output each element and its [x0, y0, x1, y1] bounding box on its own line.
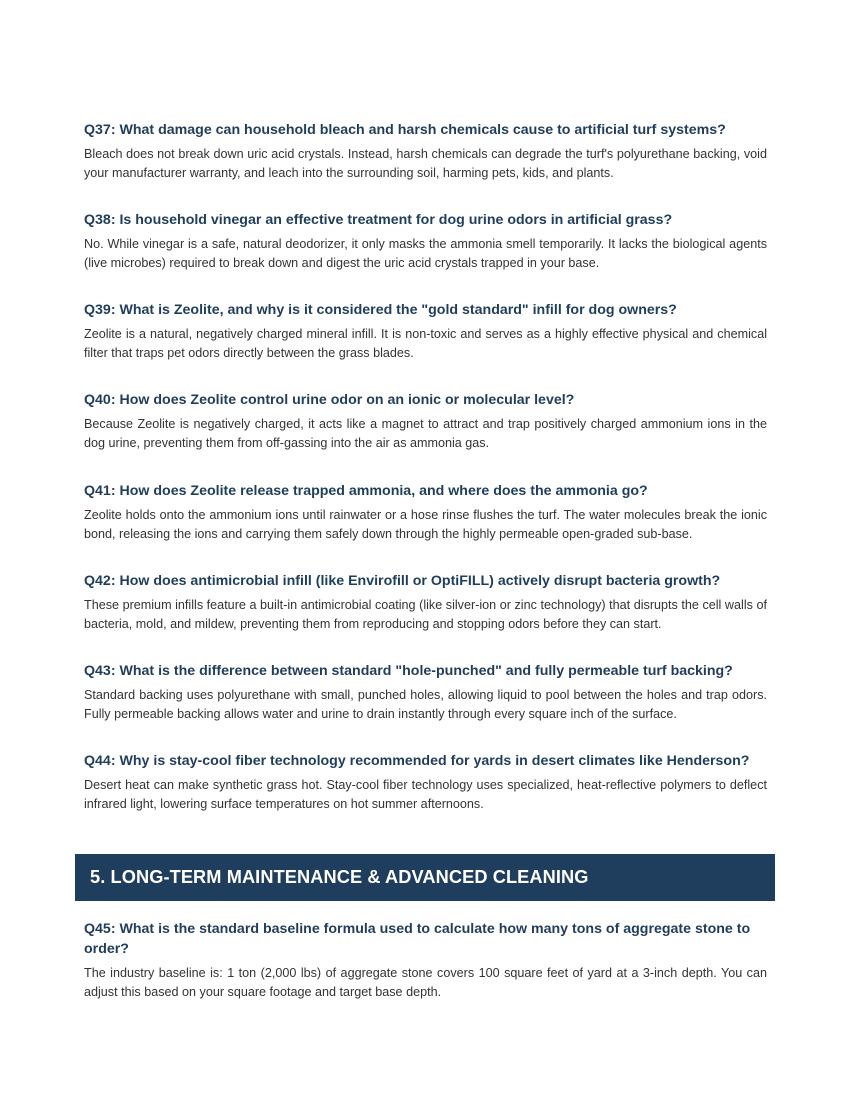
- faq-item-q41: [84, 481, 767, 544]
- faq-question: Q43: What is the difference between standard "hole-punched" and fully permeable turf backing?: [84, 663, 733, 679]
- faq-item-q40: [84, 390, 767, 453]
- faq-answer: Standard backing uses polyurethane with small, punched holes, allowing liquid to pool between the holes and trap odors. Fully permeable backing allows water and urine to drain instantly through every square inch of the surface.: [84, 688, 767, 721]
- faq-question: Q45: What is the standard baseline formula used to calculate how many tons of aggregate stone to order?: [84, 921, 751, 957]
- faq-answer: Zeolite holds onto the ammonium ions until rainwater or a hose rinse flushes the turf. The water molecules break the ionic bond, releasing the ions and carrying them safely down through the highly permeable open-graded sub-base.: [84, 508, 767, 541]
- faq-item-q45: [84, 919, 767, 1002]
- faq-item-q44: [84, 751, 767, 814]
- faq-answer: Desert heat can make synthetic grass hot. Stay-cool fiber technology uses specialized, heat-reflective polymers to deflect infrared light, lowering surface temperatures on hot summer afternoons.: [84, 778, 767, 811]
- section-title: 5. LONG-TERM MAINTENANCE & ADVANCED CLEANING: [90, 867, 589, 887]
- faq-question: Q44: Why is stay-cool fiber technology recommended for yards in desert climates like Henderson?: [84, 753, 750, 769]
- faq-answer: The industry baseline is: 1 ton (2,000 lbs) of aggregate stone covers 100 square feet of yard at a 3-inch depth. You can adjust this based on your square footage and target base depth.: [84, 966, 767, 999]
- faq-question: Q39: What is Zeolite, and why is it considered the "gold standard" infill for dog owners?: [84, 302, 677, 318]
- faq-question: Q40: How does Zeolite control urine odor on an ionic or molecular level?: [84, 392, 575, 408]
- faq-question: Q37: What damage can household bleach and harsh chemicals cause to artificial turf systems?: [84, 122, 726, 138]
- faq-item-q39: [84, 300, 767, 363]
- faq-answer: Bleach does not break down uric acid crystals. Instead, harsh chemicals can degrade the turf's polyurethane backing, void your manufacturer warranty, and leach into the surrounding soil, harming pets, kids, and plants.: [84, 147, 767, 180]
- faq-answer: No. While vinegar is a safe, natural deodorizer, it only masks the ammonia smell temporarily. It lacks the biological agents (live microbes) required to break down and digest the uric acid crystals trapped in your base.: [84, 237, 767, 270]
- faq-item-q42: [84, 571, 767, 634]
- faq-question: Q42: How does antimicrobial infill (like Envirofill or OptiFILL) actively disrupt bacteria growth?: [84, 573, 721, 589]
- faq-item-q37: [84, 120, 767, 183]
- faq-question: Q38: Is household vinegar an effective treatment for dog urine odors in artificial grass?: [84, 212, 673, 228]
- faq-item-q38: [84, 210, 767, 273]
- faq-answer: Because Zeolite is negatively charged, it acts like a magnet to attract and trap positively charged ammonium ions in the dog urine, preventing them from off-gassing into the air as ammonia gas.: [84, 417, 767, 450]
- faq-question: Q41: How does Zeolite release trapped ammonia, and where does the ammonia go?: [84, 483, 648, 499]
- faq-answer: These premium infills feature a built-in antimicrobial coating (like silver-ion or zinc technology) that disrupts the cell walls of bacteria, mold, and mildew, preventing them from reproducing and stopping odors before they can start.: [84, 598, 767, 631]
- faq-item-q43: [84, 661, 767, 724]
- faq-answer: Zeolite is a natural, negatively charged mineral infill. It is non-toxic and serves as a highly effective physical and chemical filter that traps pet odors directly between the grass blades.: [84, 327, 767, 360]
- section-banner: [75, 854, 775, 901]
